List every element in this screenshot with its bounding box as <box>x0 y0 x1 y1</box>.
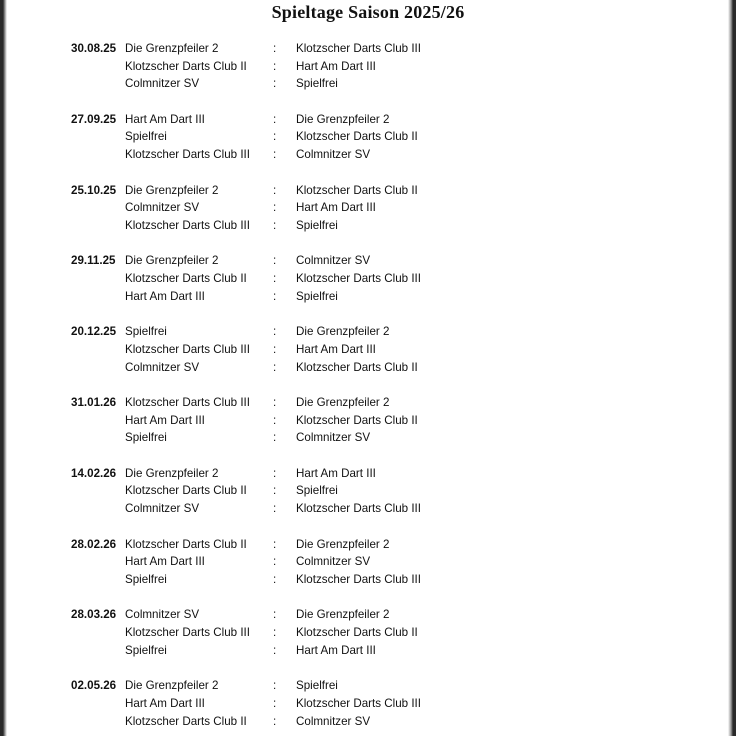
matchday-block <box>0 606 736 677</box>
fixture-separator: : <box>273 130 277 144</box>
home-team: Colmnitzer SV <box>125 360 200 374</box>
home-team: Klotzscher Darts Club III <box>125 148 250 162</box>
fixture-row <box>0 111 736 129</box>
fixture-row <box>0 465 736 483</box>
fixture-row <box>0 341 736 359</box>
fixture-separator: : <box>273 289 277 303</box>
fixture-row <box>0 482 736 500</box>
away-team: Klotzscher Darts Club II <box>296 360 418 374</box>
fixture-row <box>0 323 736 341</box>
away-team: Klotzscher Darts Club III <box>296 572 421 586</box>
matchday-block <box>0 677 736 748</box>
home-team: Colmnitzer SV <box>125 201 200 215</box>
away-team: Klotzscher Darts Club III <box>296 502 421 516</box>
matchday-block <box>0 536 736 607</box>
home-team: Klotzscher Darts Club II <box>125 59 247 73</box>
fixture-separator: : <box>273 42 277 55</box>
matchday-block <box>0 394 736 465</box>
home-team: Klotzscher Darts Club II <box>125 537 247 551</box>
matchday-block <box>0 465 736 536</box>
away-team: Spielfrei <box>296 679 338 693</box>
away-team: Klotzscher Darts Club II <box>296 626 418 640</box>
matchday-block <box>0 111 736 182</box>
matchday-block <box>0 182 736 253</box>
away-team: Colmnitzer SV <box>296 555 371 569</box>
fixture-separator: : <box>273 696 277 710</box>
away-team: Die Grenzpfeiler 2 <box>296 395 390 409</box>
away-team: Klotzscher Darts Club III <box>296 696 421 710</box>
fixture-separator: : <box>273 626 277 640</box>
matchday-block <box>0 323 736 394</box>
fixture-row <box>0 75 736 93</box>
fixture-row <box>0 624 736 642</box>
fixture-row <box>0 677 736 695</box>
away-team: Spielfrei <box>296 218 338 232</box>
fixture-row <box>0 695 736 713</box>
fixture-row <box>0 394 736 412</box>
fixture-separator: : <box>273 643 277 657</box>
away-team: Colmnitzer SV <box>296 148 371 162</box>
fixture-separator: : <box>273 502 277 516</box>
away-team: Die Grenzpfeiler 2 <box>296 112 390 126</box>
away-team: Klotzscher Darts Club II <box>296 130 418 144</box>
home-team: Klotzscher Darts Club III <box>125 342 250 356</box>
fixture-row <box>0 429 736 447</box>
fixture-separator: : <box>273 201 277 215</box>
home-team: Klotzscher Darts Club II <box>125 484 247 498</box>
home-team: Klotzscher Darts Club II <box>125 714 247 728</box>
home-team: Hart Am Dart III <box>125 555 205 569</box>
matchday-date: 02.05.26 <box>71 679 117 693</box>
home-team: Spielfrei <box>125 130 167 144</box>
away-team: Klotzscher Darts Club II <box>296 413 418 427</box>
fixture-row <box>0 146 736 164</box>
home-team: Die Grenzpfeiler 2 <box>125 183 219 197</box>
home-team: Colmnitzer SV <box>125 608 200 622</box>
fixture-row <box>0 606 736 624</box>
fixture-row <box>0 553 736 571</box>
away-team: Die Grenzpfeiler 2 <box>296 537 390 551</box>
fixture-separator: : <box>273 218 277 232</box>
matchday-block <box>0 40 736 111</box>
fixture-separator: : <box>273 148 277 162</box>
home-team: Hart Am Dart III <box>125 696 205 710</box>
home-team: Die Grenzpfeiler 2 <box>125 466 219 480</box>
fixture-row <box>0 199 736 217</box>
home-team: Hart Am Dart III <box>125 289 205 303</box>
matchday-date: 31.01.26 <box>71 395 117 409</box>
fixture-separator: : <box>273 537 277 551</box>
fixture-row <box>0 288 736 306</box>
fixture-separator: : <box>273 112 277 126</box>
fixture-row <box>0 713 736 731</box>
page-title: Spieltage Saison 2025/26 <box>271 2 465 22</box>
home-team: Spielfrei <box>125 431 167 445</box>
fixture-separator: : <box>273 413 277 427</box>
away-team: Klotzscher Darts Club III <box>296 42 421 55</box>
fixture-separator: : <box>273 395 277 409</box>
home-team: Colmnitzer SV <box>125 502 200 516</box>
fixture-separator: : <box>273 572 277 586</box>
fixture-separator: : <box>273 360 277 374</box>
home-team: Colmnitzer SV <box>125 77 200 91</box>
fixture-row <box>0 217 736 235</box>
away-team: Spielfrei <box>296 77 338 91</box>
home-team: Hart Am Dart III <box>125 413 205 427</box>
away-team: Die Grenzpfeiler 2 <box>296 608 390 622</box>
away-team: Colmnitzer SV <box>296 254 371 268</box>
home-team: Spielfrei <box>125 325 167 339</box>
away-team: Colmnitzer SV <box>296 714 371 728</box>
away-team: Hart Am Dart III <box>296 342 376 356</box>
home-team: Klotzscher Darts Club III <box>125 218 250 232</box>
fixture-row <box>0 252 736 270</box>
away-team: Klotzscher Darts Club II <box>296 183 418 197</box>
fixture-row <box>0 642 736 660</box>
home-team: Klotzscher Darts Club II <box>125 272 247 286</box>
fixture-row <box>0 182 736 200</box>
fixture-row <box>0 58 736 76</box>
fixture-row <box>0 270 736 288</box>
home-team: Klotzscher Darts Club III <box>125 395 250 409</box>
fixture-separator: : <box>273 431 277 445</box>
fixture-row <box>0 412 736 430</box>
home-team: Spielfrei <box>125 643 167 657</box>
fixture-separator: : <box>273 77 277 91</box>
home-team: Die Grenzpfeiler 2 <box>125 42 219 55</box>
matchday-date: 30.08.25 <box>71 42 117 55</box>
away-team: Hart Am Dart III <box>296 643 376 657</box>
fixture-separator: : <box>273 342 277 356</box>
fixture-separator: : <box>273 608 277 622</box>
away-team: Spielfrei <box>296 289 338 303</box>
fixture-separator: : <box>273 714 277 728</box>
fixture-row <box>0 536 736 554</box>
fixture-separator: : <box>273 254 277 268</box>
away-team: Die Grenzpfeiler 2 <box>296 325 390 339</box>
matchday-block <box>0 252 736 323</box>
home-team: Die Grenzpfeiler 2 <box>125 679 219 693</box>
fixture-row <box>0 571 736 589</box>
matchday-date: 28.03.26 <box>71 608 117 622</box>
matchday-date: 29.11.25 <box>71 254 116 268</box>
away-team: Hart Am Dart III <box>296 466 376 480</box>
matchday-date: 20.12.25 <box>71 325 117 339</box>
fixture-separator: : <box>273 484 277 498</box>
away-team: Hart Am Dart III <box>296 201 376 215</box>
matchday-date: 25.10.25 <box>71 183 117 197</box>
fixture-separator: : <box>273 59 277 73</box>
away-team: Colmnitzer SV <box>296 431 371 445</box>
away-team: Klotzscher Darts Club III <box>296 272 421 286</box>
fixture-separator: : <box>273 555 277 569</box>
home-team: Spielfrei <box>125 572 167 586</box>
home-team: Die Grenzpfeiler 2 <box>125 254 219 268</box>
home-team: Hart Am Dart III <box>125 112 205 126</box>
fixture-separator: : <box>273 272 277 286</box>
fixture-separator: : <box>273 679 277 693</box>
away-team: Hart Am Dart III <box>296 59 376 73</box>
away-team: Spielfrei <box>296 484 338 498</box>
matchday-date: 27.09.25 <box>71 112 117 126</box>
fixture-separator: : <box>273 325 277 339</box>
fixture-row <box>0 359 736 377</box>
schedule-list <box>0 40 736 748</box>
home-team: Klotzscher Darts Club III <box>125 626 250 640</box>
fixture-row <box>0 500 736 518</box>
fixture-separator: : <box>273 183 277 197</box>
fixture-row <box>0 128 736 146</box>
matchday-date: 28.02.26 <box>71 537 117 551</box>
fixture-row <box>0 40 736 58</box>
matchday-date: 14.02.26 <box>71 466 117 480</box>
fixture-separator: : <box>273 466 277 480</box>
